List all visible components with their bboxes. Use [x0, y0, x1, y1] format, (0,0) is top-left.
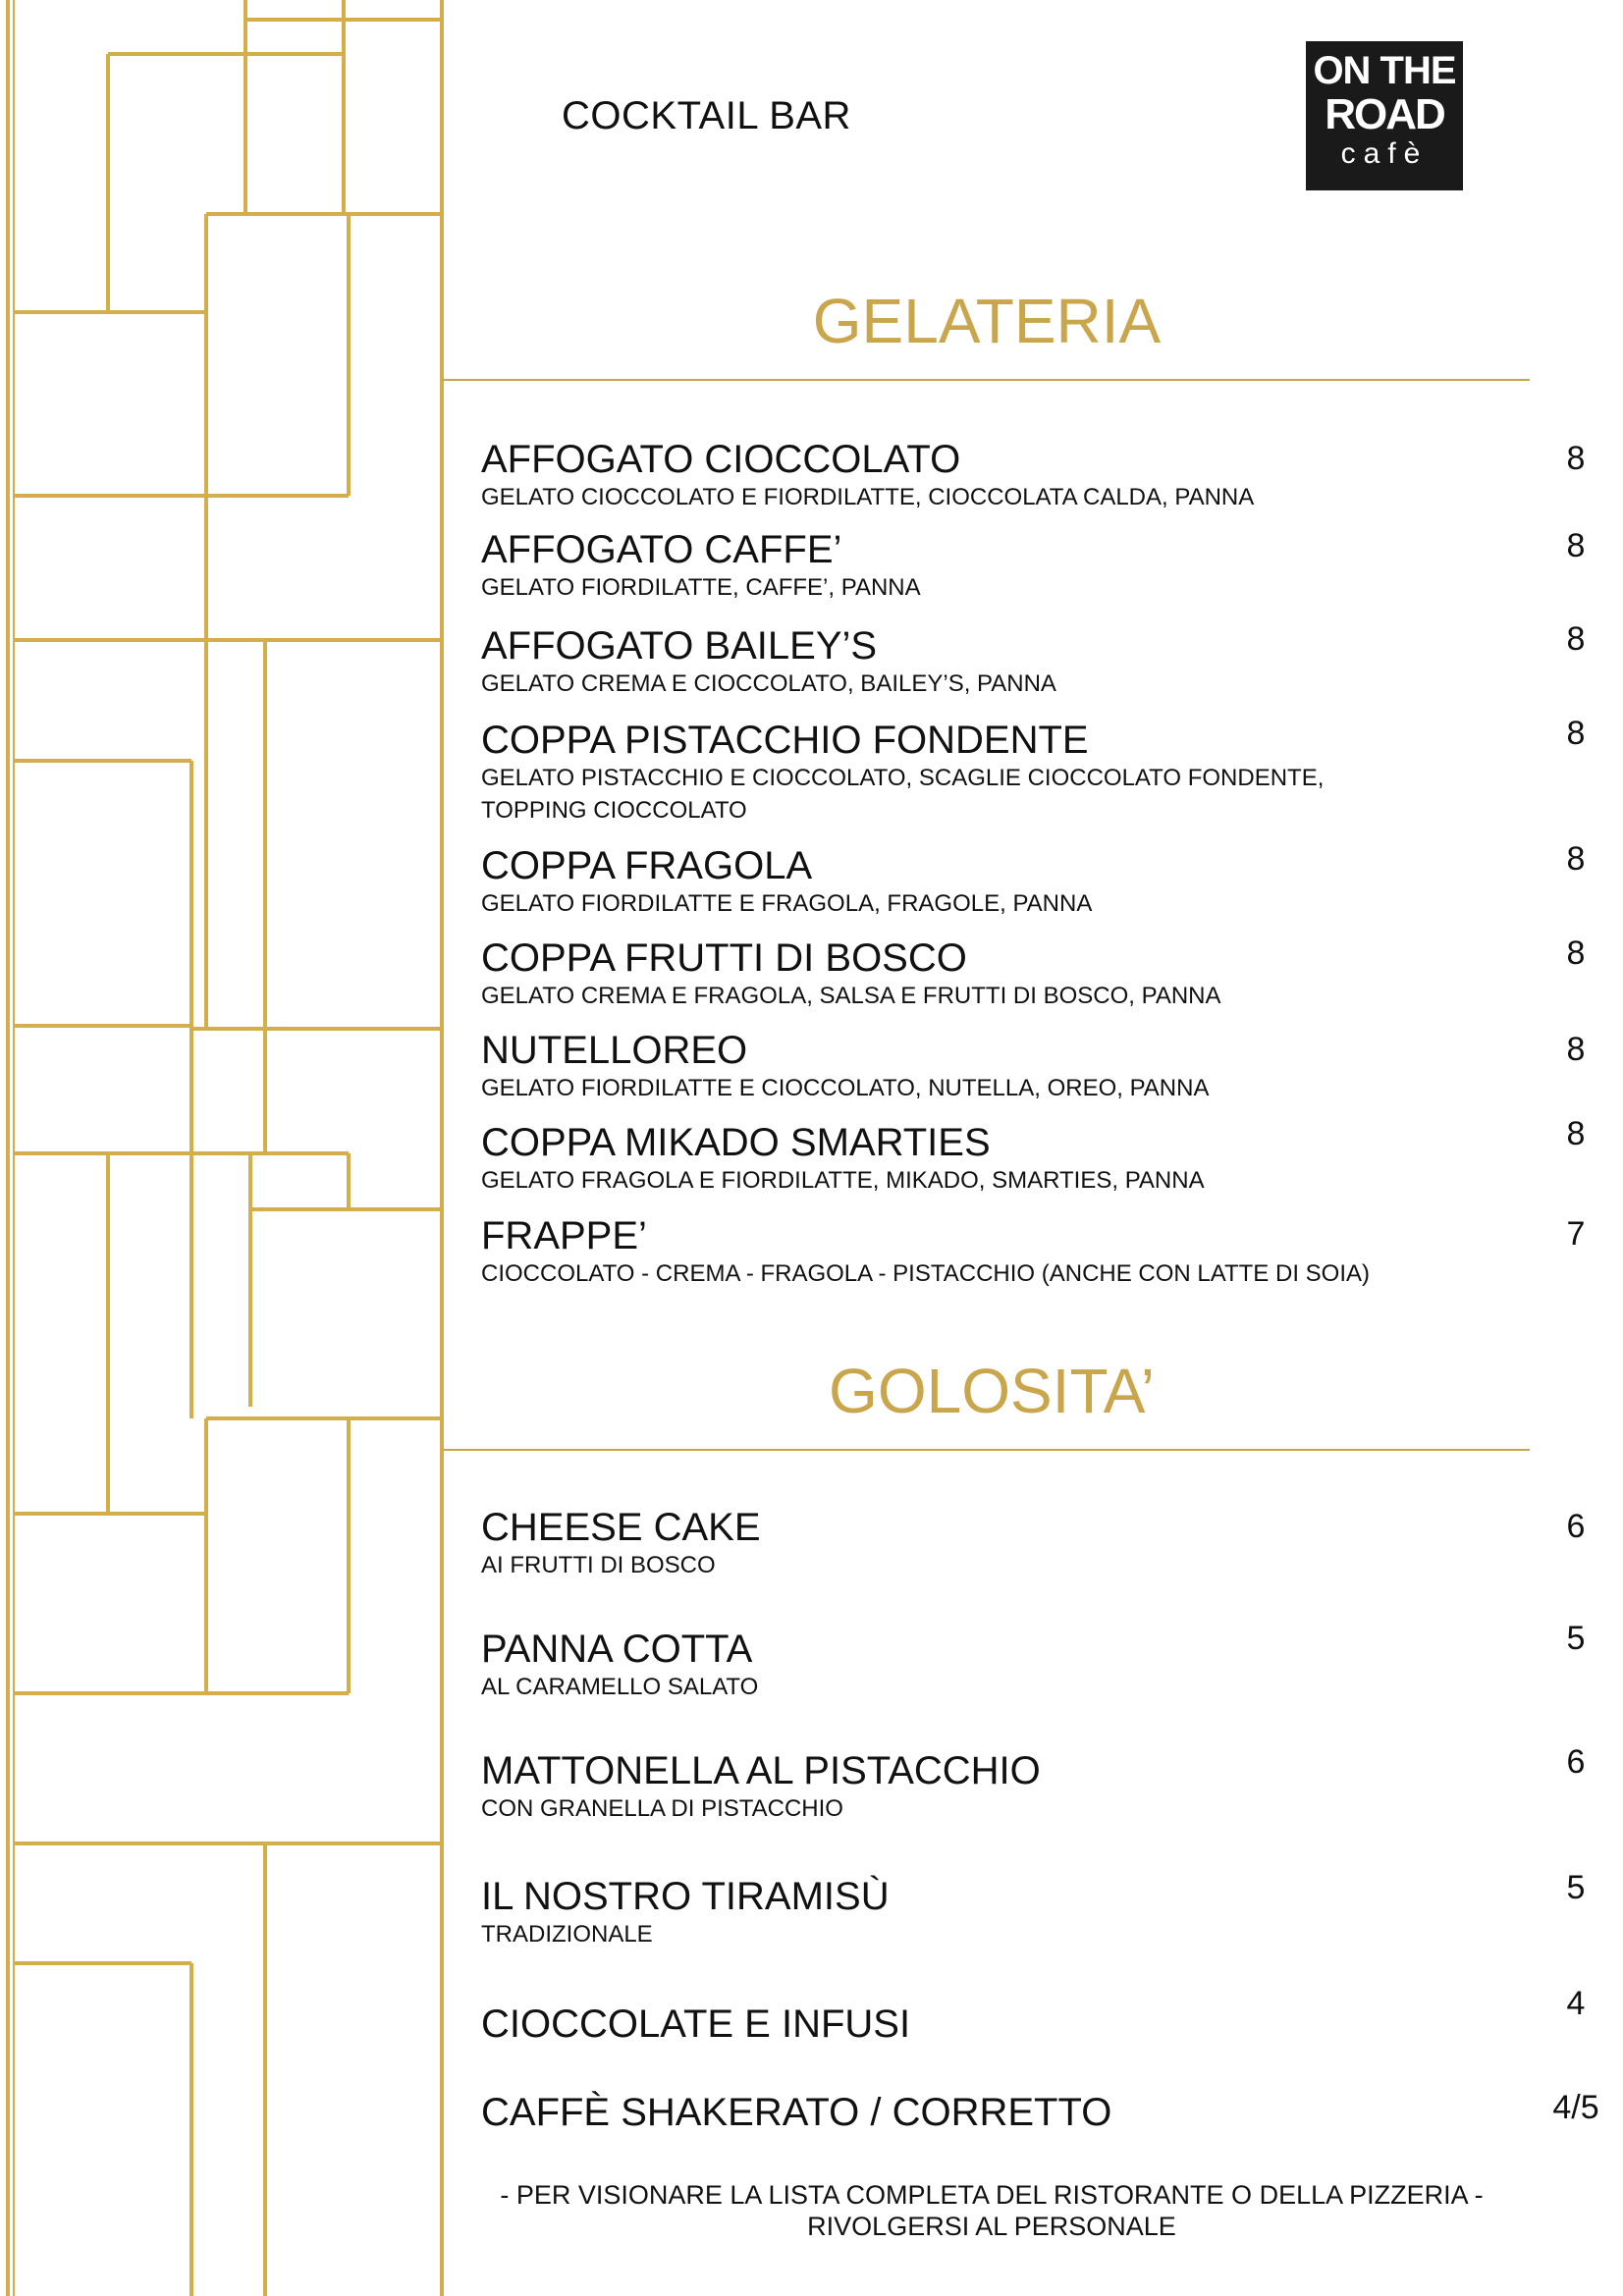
item-price: 8 [1566, 934, 1586, 972]
item-description: CON GRANELLA DI PISTACCHIO [481, 1795, 843, 1822]
menu-item [481, 1506, 1463, 1581]
section-divider [442, 1449, 1530, 1451]
item-price: 5 [1566, 1869, 1586, 1906]
item-name: IL NOSTRO TIRAMISÙ [481, 1875, 890, 1918]
item-price: 8 [1566, 527, 1586, 564]
footer-note [452, 2179, 1532, 2242]
header-label: COCKTAIL BAR [562, 94, 851, 137]
menu-item [481, 2091, 1463, 2134]
item-name: CHEESE CAKE [481, 1506, 761, 1549]
logo-line-1: ON THE [1313, 49, 1456, 92]
footer-line-2: RIVOLGERSI AL PERSONALE [807, 2212, 1176, 2241]
item-description: GELATO PISTACCHIO E CIOCCOLATO, SCAGLIE CIOCCOLATO FONDENTE, TOPPING CIOCCOLATO [481, 765, 1325, 824]
item-description: GELATO CIOCCOLATO E FIORDILATTE, CIOCCOLATA CALDA, PANNA [481, 484, 1255, 510]
menu-item [481, 1628, 1463, 1703]
section-title-gelateria: GELATERIA [812, 286, 1162, 356]
item-name: AFFOGATO CAFFE’ [481, 528, 842, 571]
menu-item [481, 844, 1463, 920]
item-price: 6 [1566, 1508, 1586, 1545]
item-name: COPPA PISTACCHIO FONDENTE [481, 719, 1089, 762]
item-name: MATTONELLA AL PISTACCHIO [481, 1749, 1041, 1792]
item-name: COPPA FRAGOLA [481, 844, 813, 887]
item-description: GELATO FIORDILATTE, CAFFE’, PANNA [481, 574, 921, 601]
menu-item [481, 1749, 1463, 1825]
item-name: CAFFÈ SHAKERATO / CORRETTO [481, 2091, 1112, 2134]
item-price: 8 [1566, 1031, 1586, 1068]
item-name: AFFOGATO BAILEY’S [481, 624, 878, 667]
item-name: PANNA COTTA [481, 1628, 753, 1671]
brand-logo [1306, 41, 1463, 190]
item-name: CIOCCOLATE E INFUSI [481, 2002, 911, 2046]
item-name: NUTELLOREO [481, 1029, 748, 1072]
menu-item [481, 936, 1463, 1012]
section-title-golosita: GOLOSITA’ [829, 1356, 1155, 1426]
logo-line-2: ROAD [1325, 90, 1444, 138]
item-price: 4/5 [1552, 2089, 1599, 2126]
item-price: 6 [1566, 1743, 1586, 1781]
item-price: 8 [1566, 1115, 1586, 1152]
logo-line-3: cafè [1340, 137, 1429, 170]
item-price: 4 [1566, 1985, 1586, 2022]
item-name: COPPA MIKADO SMARTIES [481, 1121, 991, 1164]
item-description: GELATO FIORDILATTE E CIOCCOLATO, NUTELLA, OREO, PANNA [481, 1075, 1210, 1101]
item-price: 5 [1566, 1620, 1586, 1657]
item-price: 8 [1566, 440, 1586, 477]
menu-item [481, 528, 1463, 604]
menu-item [481, 1029, 1463, 1104]
item-description: TRADIZIONALE [481, 1921, 653, 1948]
menu-item [481, 2002, 1463, 2046]
item-name: AFFOGATO CIOCCOLATO [481, 438, 961, 481]
item-description: GELATO CREMA E CIOCCOLATO, BAILEY’S, PANNA [481, 670, 1056, 697]
menu-item [481, 1214, 1463, 1290]
menu-item [481, 719, 1394, 827]
menu-item [481, 1121, 1463, 1197]
item-name: FRAPPE’ [481, 1214, 647, 1257]
item-name: COPPA FRUTTI DI BOSCO [481, 936, 967, 980]
item-price: 8 [1566, 620, 1586, 658]
item-description: GELATO CREMA E FRAGOLA, SALSA E FRUTTI DI BOSCO, PANNA [481, 983, 1221, 1009]
item-description: AL CARAMELLO SALATO [481, 1674, 759, 1700]
item-price: 8 [1566, 840, 1586, 878]
item-price: 8 [1566, 715, 1586, 752]
item-description: AI FRUTTI DI BOSCO [481, 1552, 716, 1578]
decorative-line-pattern [0, 0, 452, 2296]
menu-item [481, 624, 1463, 700]
item-description: CIOCCOLATO - CREMA - FRAGOLA - PISTACCHIO (ANCHE CON LATTE DI SOIA) [481, 1260, 1370, 1287]
menu-item [481, 438, 1463, 513]
item-description: GELATO FRAGOLA E FIORDILATTE, MIKADO, SMARTIES, PANNA [481, 1167, 1205, 1194]
footer-line-1: - PER VISIONARE LA LISTA COMPLETA DEL RISTORANTE O DELLA PIZZERIA - [500, 2180, 1484, 2210]
menu-item [481, 1875, 1463, 1950]
item-price: 7 [1566, 1215, 1586, 1253]
item-description: GELATO FIORDILATTE E FRAGOLA, FRAGOLE, PANNA [481, 890, 1093, 917]
section-divider [442, 379, 1530, 381]
